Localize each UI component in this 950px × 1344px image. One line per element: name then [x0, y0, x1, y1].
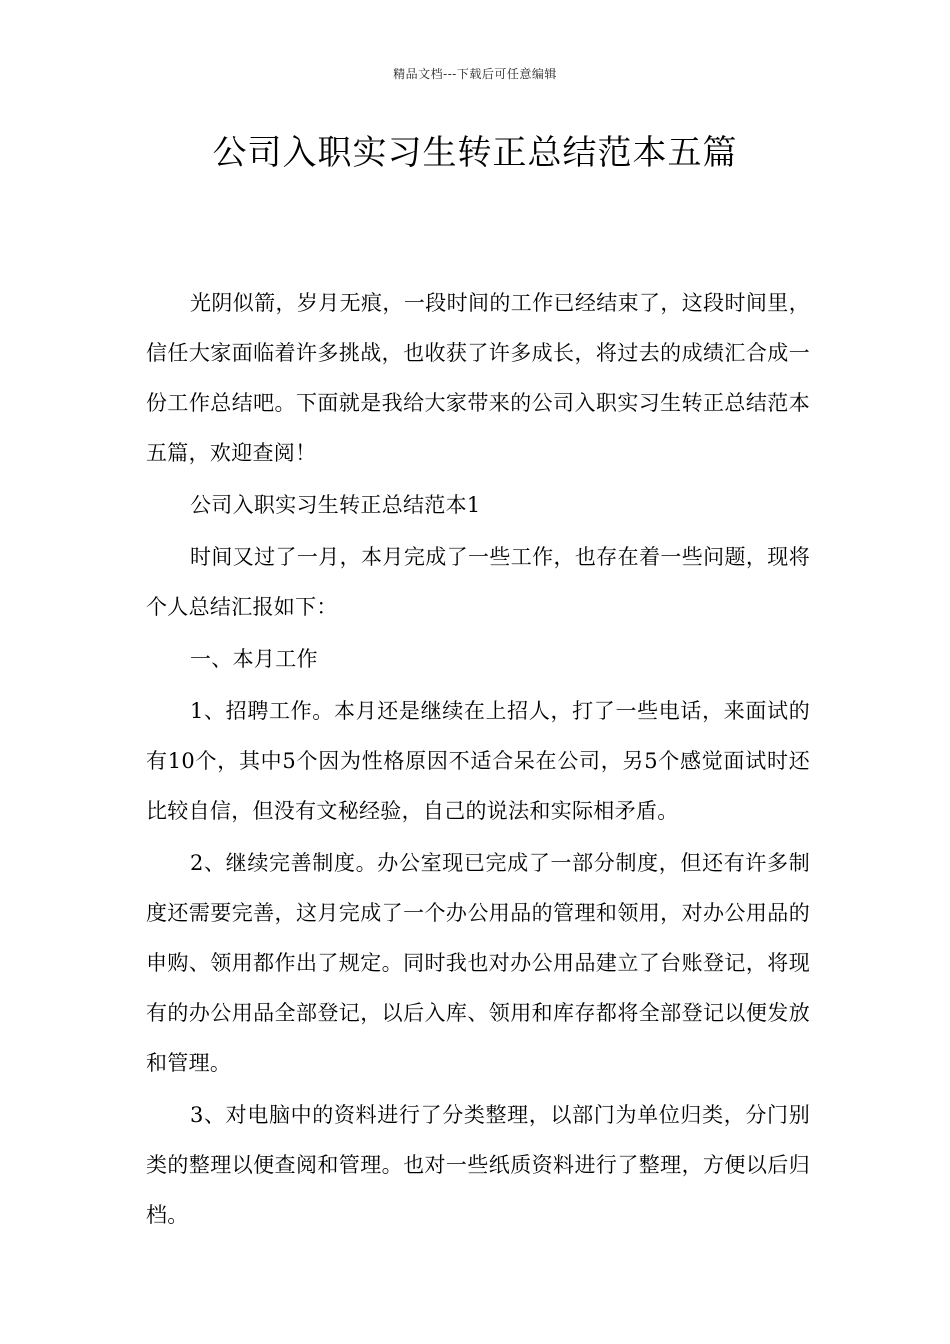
- document-body: [146, 278, 810, 1242]
- body-paragraph: 1、招聘工作。本月还是继续在上招人，打了一些电话，来面试的有10个，其中5个因为性格原因不适合呆在公司，另5个感觉面试时还比较自信，但没有文秘经验，自己的说法和实际相矛盾。: [146, 699, 810, 823]
- intro-paragraph: 光阴似箭，岁月无痕，一段时间的工作已经结束了，这段时间里，信任大家面临着许多挑战，也收获了许多成长，将过去的成绩汇合成一份工作总结吧。下面就是我给大家带来的公司入职实习生转正总结范本五篇，欢迎查阅！: [146, 291, 810, 465]
- header-note: 精品文档---下载后可任意编辑: [393, 67, 557, 81]
- body-paragraph: 2、继续完善制度。办公室现已完成了一部分制度，但还有许多制度还需要完善，这月完成了一个办公用品的管理和领用，对办公用品的申购、领用都作出了规定。同时我也对办公用品建立了台账登记，将现有的办公用品全部登记，以后入库、领用和库存都将全部登记以便发放和管理。: [146, 851, 810, 1075]
- subsection-heading: 一、本月工作: [190, 647, 318, 671]
- body-paragraph: 3、对电脑中的资料进行了分类整理，以部门为单位归类，分门别类的整理以便查阅和管理。也对一些纸质资料进行了整理，方便以后归档。: [146, 1103, 810, 1227]
- document-title: 公司入职实习生转正总结范本五篇: [212, 133, 738, 173]
- body-paragraph: 时间又过了一月，本月完成了一些工作，也存在着一些问题，现将个人总结汇报如下：: [146, 545, 810, 619]
- section-heading: 公司入职实习生转正总结范本1: [190, 493, 481, 517]
